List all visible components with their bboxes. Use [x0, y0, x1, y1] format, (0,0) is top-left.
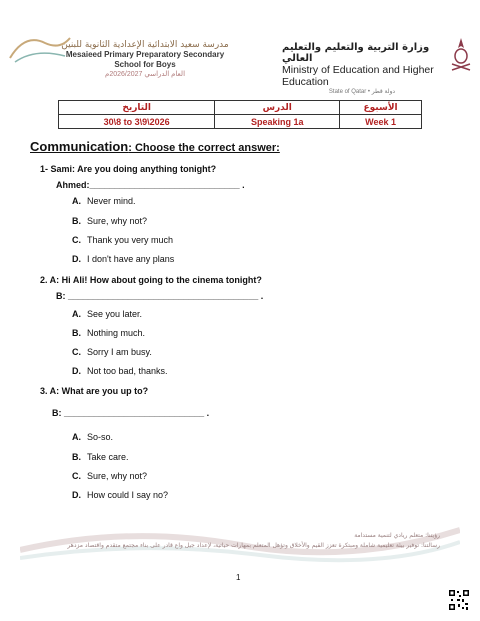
question-1-option-b[interactable]	[72, 216, 147, 226]
footer-vision-mission	[40, 531, 440, 551]
week-value: Week 1	[340, 115, 422, 129]
question-2-option-c[interactable]	[72, 347, 152, 357]
option-letter: A.	[72, 432, 81, 442]
question-3-answer-line: B: ____________________________ .	[52, 408, 210, 418]
ministry-header	[282, 42, 442, 95]
question-3-option-d[interactable]	[72, 490, 168, 500]
school-name-line1: Mesaieed Primary Preparatory Secondary	[65, 50, 225, 59]
academic-year: العام الدراسي 2026/2027م	[104, 71, 186, 78]
option-text: Sure, why not?	[87, 471, 148, 481]
qr-code-icon[interactable]	[448, 589, 470, 611]
option-letter: D.	[72, 366, 81, 376]
option-letter: A.	[72, 309, 81, 319]
option-text: Nothing much.	[87, 328, 146, 338]
ministry-name-arabic: وزارة التربية والتعليم والتعليم العالي	[282, 42, 430, 64]
footer-vision: رؤيتنا: متعلم ريادي لتنمية مستدامة	[354, 532, 440, 539]
date-value: 30\8 to 3\9\2026	[59, 115, 215, 129]
option-text: I don't have any plans	[87, 254, 175, 264]
school-header	[60, 40, 230, 78]
option-letter: D.	[72, 254, 81, 264]
option-letter: B.	[72, 216, 81, 226]
option-text: How could I say no?	[87, 490, 169, 500]
ministry-name-line1: Ministry of Education and Higher Education	[282, 64, 434, 88]
question-1-answer-line: Ahmed:______________________________ .	[56, 180, 245, 190]
question-3-prompt: 3. A: What are you up to?	[40, 386, 149, 396]
option-letter: B.	[72, 452, 81, 462]
qatar-emblem-icon	[448, 34, 474, 74]
option-letter: B.	[72, 328, 81, 338]
question-1-option-a[interactable]	[72, 196, 136, 206]
option-text: See you later.	[87, 309, 143, 319]
section-instruction: : Choose the correct answer:	[128, 142, 280, 154]
footer-mission: رسالتنا: توفير بيئة تعليمية شاملة ومبتكرة تعزز القيم والأخلاق وتؤهل المتعلم بمهارات حياتية، لإعداد جيل واع قادر على بناء مجتمع متقدم واقتصاد مزدهر	[67, 542, 440, 549]
option-text: So-so.	[87, 432, 114, 442]
state-of-qatar: State of Qatar • دولة قطر	[328, 89, 396, 95]
question-1-option-c[interactable]	[72, 235, 173, 245]
section-title: Communication	[30, 139, 129, 154]
page-number: 1	[236, 573, 241, 582]
option-letter: A.	[72, 196, 81, 206]
question-3-option-a[interactable]	[72, 432, 113, 442]
option-text: Take care.	[87, 452, 129, 462]
week-header: الأسبوع	[340, 101, 422, 115]
question-2-option-a[interactable]	[72, 309, 142, 319]
option-letter: C.	[72, 235, 81, 245]
question-2-option-b[interactable]	[72, 328, 145, 338]
question-2-answer-line: B: ______________________________________ .	[56, 291, 264, 301]
lesson-header: الدرس	[215, 101, 340, 115]
section-heading	[30, 139, 280, 154]
option-text: Not too bad, thanks.	[87, 366, 168, 376]
option-text: Sure, why not?	[87, 216, 148, 226]
school-name-arabic: مدرسة سعيد الابتدائية الإعدادية الثانوية للبنين	[61, 40, 229, 50]
question-3-option-b[interactable]	[72, 452, 129, 462]
question-3-option-c[interactable]	[72, 471, 147, 481]
option-text: Sorry I am busy.	[87, 347, 152, 357]
school-name-line2: School for Boys	[114, 60, 176, 69]
date-header: التاريخ	[59, 101, 215, 115]
option-letter: C.	[72, 347, 81, 357]
lesson-info-table	[58, 100, 422, 129]
option-text: Never mind.	[87, 196, 136, 206]
question-1-prompt: 1- Sami: Are you doing anything tonight?	[40, 164, 217, 174]
option-letter: C.	[72, 471, 81, 481]
question-1-option-d[interactable]	[72, 254, 174, 264]
question-2-prompt: 2. A: Hi Ali! How about going to the cinema tonight?	[40, 275, 262, 285]
option-letter: D.	[72, 490, 81, 500]
question-2-option-d[interactable]	[72, 366, 168, 376]
lesson-value: Speaking 1a	[215, 115, 340, 129]
option-text: Thank you very much	[87, 235, 174, 245]
